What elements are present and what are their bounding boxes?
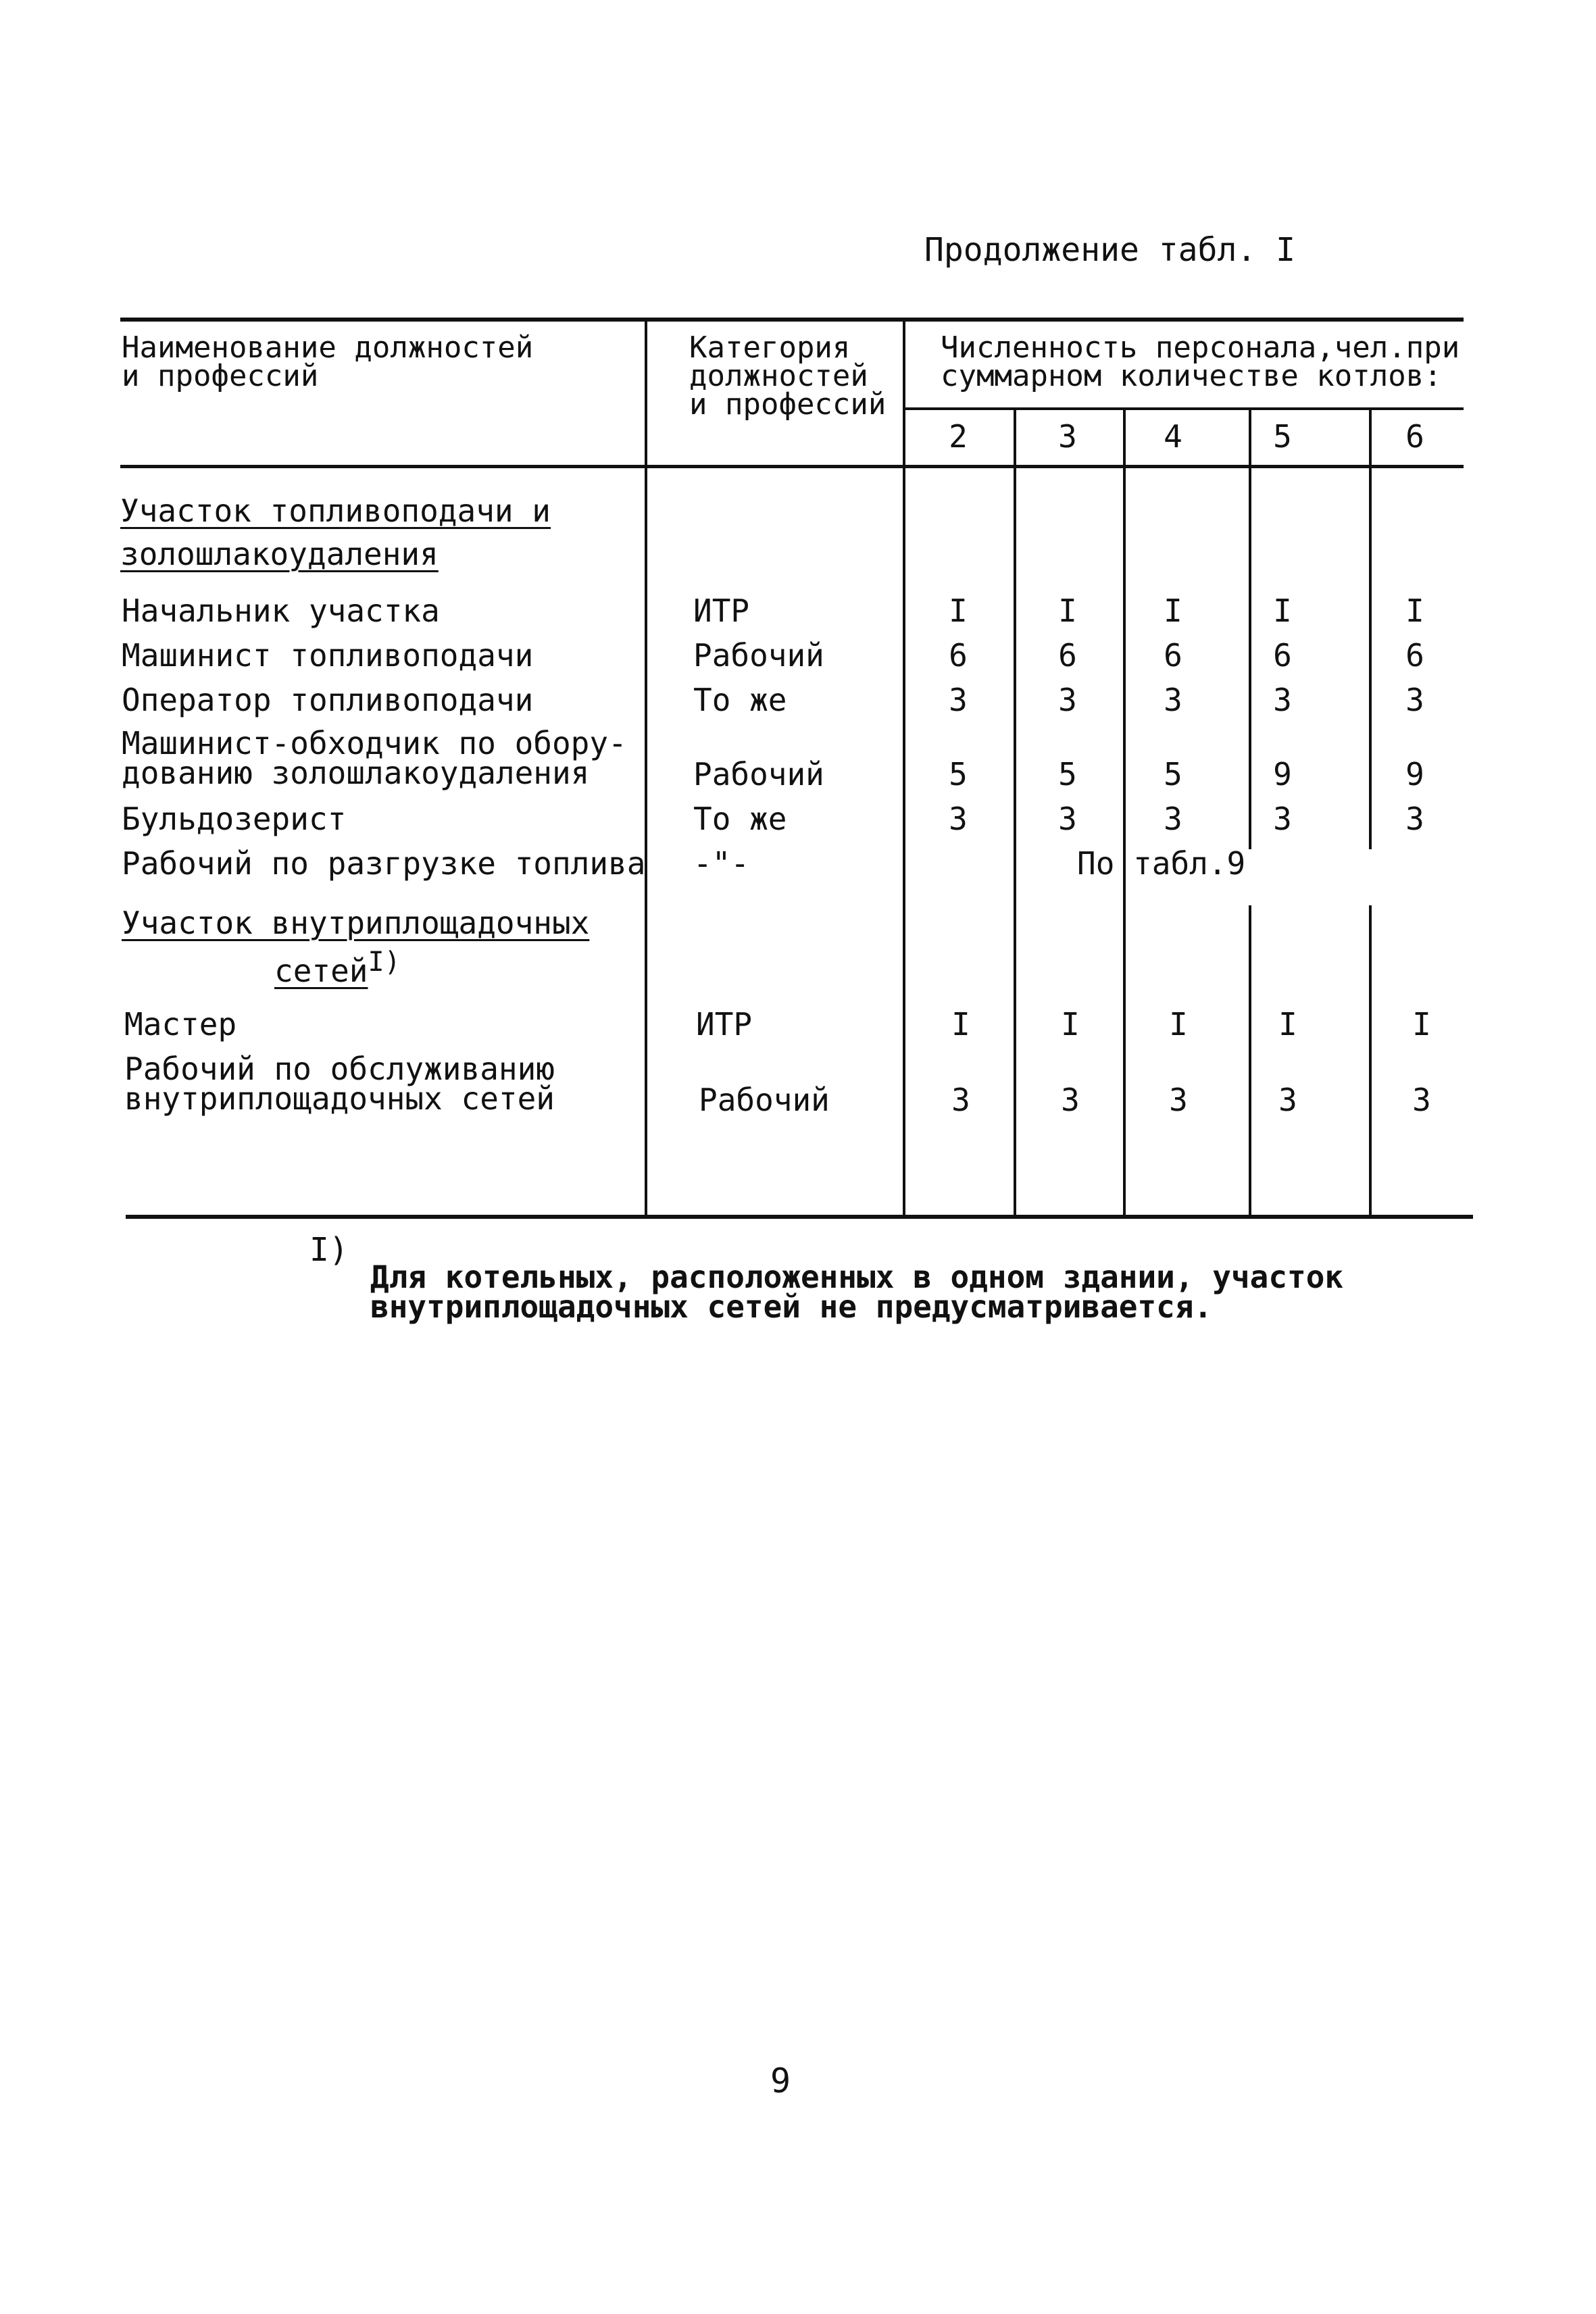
row8-name-line2: внутриплощадочных сетей	[124, 1080, 555, 1117]
header-count-line2: суммарном количестве котлов:	[941, 359, 1442, 393]
row7-name: Мастер	[124, 1006, 237, 1042]
row6-merged-value: По табл.9	[1077, 845, 1246, 882]
row3-name: Оператор топливоподачи	[122, 682, 534, 718]
row3-category: То же	[693, 682, 787, 718]
row5-category: То же	[693, 801, 787, 837]
section2-title-word: сетей	[274, 953, 368, 989]
row1-val-4: I	[1164, 593, 1182, 629]
row6-category: -"-	[693, 845, 750, 882]
footnote-line1: Для котельных, расположенных в одном здании, участок	[370, 1259, 1344, 1295]
row3-val-5: 3	[1273, 682, 1292, 718]
row7-val-3: I	[1061, 1006, 1080, 1042]
boiler-count-2: 2	[949, 418, 968, 455]
row2-category: Рабочий	[693, 637, 824, 674]
section1-title-line2: золошлакоудаления	[120, 536, 439, 572]
row5-name: Бульдозерист	[122, 801, 347, 837]
row4-val-5: 9	[1273, 756, 1292, 793]
col-divider-4	[1123, 410, 1126, 1215]
row2-name: Машинист топливоподачи	[122, 637, 534, 674]
table-caption: Продолжение табл. I	[924, 231, 1296, 269]
row8-val-3: 3	[1061, 1082, 1080, 1118]
row7-val-5: I	[1278, 1006, 1297, 1042]
boiler-count-4: 4	[1164, 418, 1182, 455]
row2-val-3: 6	[1058, 637, 1077, 674]
row1-val-6: I	[1405, 593, 1424, 629]
row2-val-4: 6	[1164, 637, 1182, 674]
footnote-text	[370, 1259, 1344, 1325]
row2-val-2: 6	[949, 637, 968, 674]
header-name	[122, 330, 534, 393]
row5-val-3: 3	[1058, 801, 1077, 837]
section1-title-line1: Участок топливоподачи и	[120, 493, 551, 529]
row4-val-3: 5	[1058, 756, 1077, 793]
row1-category: ИТР	[693, 593, 750, 629]
section2-title-line2	[274, 946, 401, 987]
header-name-line1: Наименование должностей	[122, 330, 534, 365]
row3-val-3: 3	[1058, 682, 1077, 718]
row3-val-6: 3	[1405, 682, 1424, 718]
row2-val-6: 6	[1405, 637, 1424, 674]
header-category-line1: Категория	[689, 330, 851, 365]
row7-category: ИТР	[696, 1006, 753, 1042]
row7-val-6: I	[1412, 1006, 1431, 1042]
row2-val-5: 6	[1273, 637, 1292, 674]
row7-val-4: I	[1169, 1006, 1188, 1042]
row3-val-4: 3	[1164, 682, 1182, 718]
boiler-count-6: 6	[1405, 418, 1424, 455]
header-category-line2: должностей	[689, 359, 868, 393]
header-count-line1: Численность персонала,чел.при	[941, 330, 1460, 365]
header-bottom-rule	[120, 465, 1464, 468]
row4-val-2: 5	[949, 756, 968, 793]
row1-val-3: I	[1058, 593, 1077, 629]
header-name-line2: и профессий	[122, 359, 319, 393]
row5-val-5: 3	[1273, 801, 1292, 837]
boiler-count-3: 3	[1058, 418, 1077, 455]
row5-val-4: 3	[1164, 801, 1182, 837]
row4-val-6: 9	[1405, 756, 1424, 793]
col-divider-6b	[1369, 905, 1372, 1215]
col-divider-5b	[1249, 905, 1251, 1215]
row8-name-line1: Рабочий по обслуживанию	[124, 1051, 555, 1087]
row8-category: Рабочий	[699, 1082, 830, 1118]
col-divider-category	[645, 322, 647, 1215]
row8-val-4: 3	[1169, 1082, 1188, 1118]
table-bottom-rule	[126, 1215, 1473, 1219]
header-category-line3: и профессий	[689, 387, 887, 422]
row8-val-2: 3	[951, 1082, 970, 1118]
col-divider-6	[1369, 410, 1372, 849]
row8-val-6: 3	[1412, 1082, 1431, 1118]
table-top-rule	[120, 318, 1464, 322]
row1-val-2: I	[949, 593, 968, 629]
row6-name: Рабочий по разгрузке топлива	[122, 845, 646, 882]
boiler-count-5: 5	[1273, 418, 1292, 455]
row1-val-5: I	[1273, 593, 1292, 629]
header-sub-rule	[905, 407, 1464, 410]
row5-val-6: 3	[1405, 801, 1424, 837]
col-divider-counts	[903, 322, 905, 1215]
section2-title-line1: Участок внутриплощадочных	[122, 905, 590, 941]
row4-name-line1: Машинист-обходчик по обору-	[122, 725, 627, 761]
header-category	[689, 330, 887, 422]
row4-name-line2: дованию золошлакоудаления	[122, 755, 590, 791]
col-divider-3	[1014, 410, 1016, 1215]
page-number: 9	[770, 2061, 791, 2101]
row7-val-2: I	[951, 1006, 970, 1042]
footnote-mark: I)	[309, 1231, 349, 1269]
row8-name	[124, 1051, 555, 1117]
row5-val-2: 3	[949, 801, 968, 837]
header-count	[941, 330, 1460, 393]
footnote-line2: внутриплощадочных сетей не предусматривается.	[370, 1288, 1213, 1325]
row4-val-4: 5	[1164, 756, 1182, 793]
row3-val-2: 3	[949, 682, 968, 718]
section2-footnote-mark: I)	[368, 947, 401, 978]
row1-name: Начальник участка	[122, 593, 440, 629]
row8-val-5: 3	[1278, 1082, 1297, 1118]
row4-category: Рабочий	[693, 756, 824, 793]
row4-name	[122, 725, 627, 791]
